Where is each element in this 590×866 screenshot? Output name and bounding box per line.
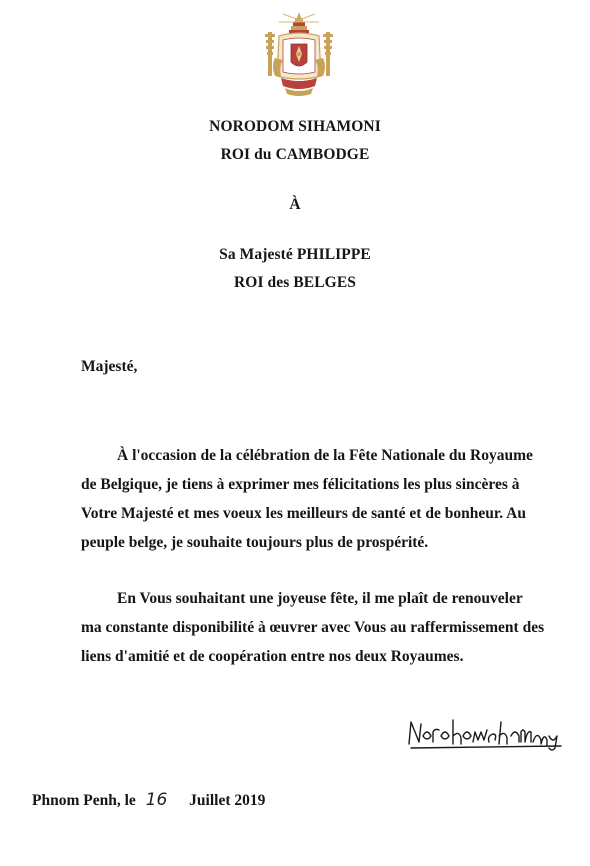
paragraph-line: peuple belge, je souhaite toujours plus de prospérité. [81,534,429,551]
sender-title: ROI du CAMBODGE [220,146,370,163]
paragraph-line: liens d'amitié et de coopération entre nos deux Royaumes. [81,648,464,665]
salutation: Majesté, [81,358,138,375]
recipient-title: ROI des BELGES [234,274,356,291]
handwritten-day: 16 [145,790,168,810]
body-paragraph-1 [81,441,533,557]
royal-coat-of-arms-icon [261,10,337,100]
recipient-name: Sa Majesté PHILIPPE [219,246,371,263]
addressee-marker: À [289,196,301,213]
paragraph-line: ma constante disponibilité à œuvrer avec Vous au raffermissement des [81,619,545,636]
place-prefix: Phnom Penh, le [32,792,136,809]
place-and-date [32,790,265,810]
month-year: Juillet 2019 [189,792,266,809]
paragraph-line: Votre Majesté et mes voeux les meilleurs de santé et de bonheur. Au [81,505,526,522]
paragraph-line: de Belgique, je tiens à exprimer mes félicitations les plus sincères à [81,476,520,493]
body-paragraph-2 [81,584,545,671]
paragraph-line: En Vous souhaitant une joyeuse fête, il me plaît de renouveler [117,590,523,607]
sender-name: NORODOM SIHAMONI [209,118,381,135]
handwritten-signature [405,712,565,754]
paragraph-line: À l'occasion de la célébration de la Fête Nationale du Royaume [117,447,533,464]
